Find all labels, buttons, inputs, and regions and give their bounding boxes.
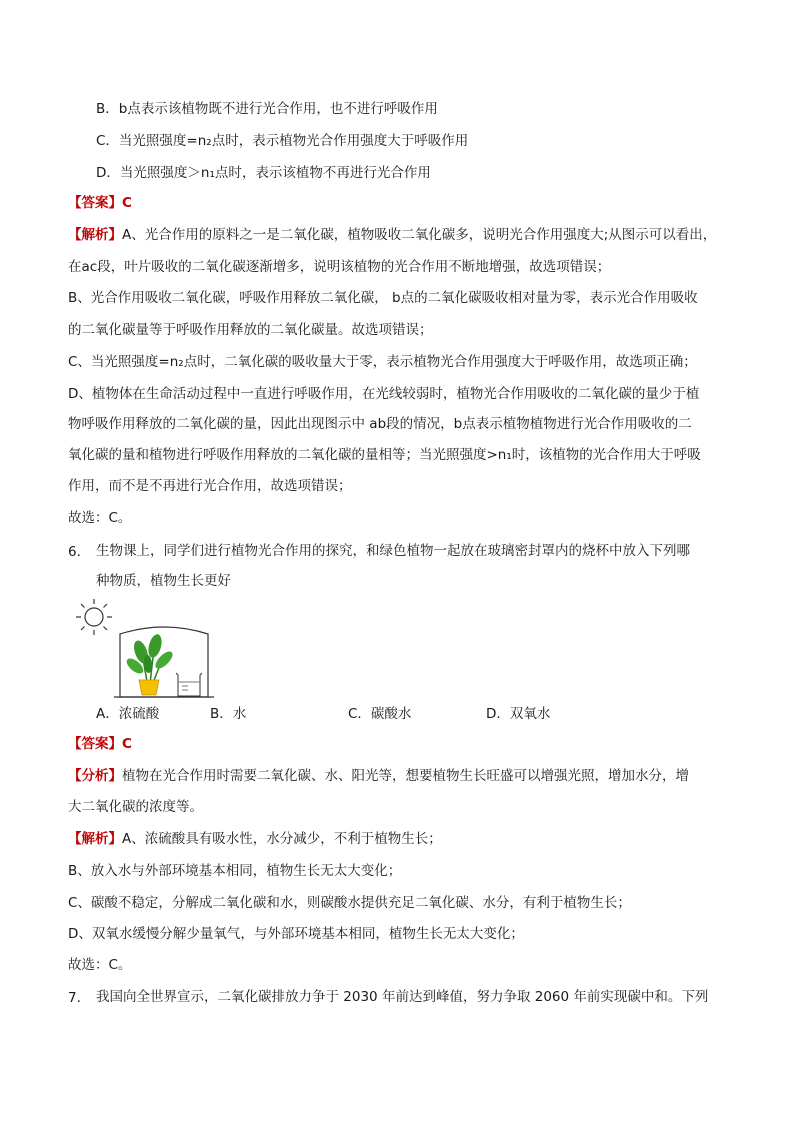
q6-explanation-line2: B、放入水与外部环境基本相同，植物生长无太大变化； — [68, 863, 402, 879]
q6-analysis-line2: 大二氧化碳的浓度等。 — [68, 799, 203, 815]
q6-explanation-line4: D、双氧水缓慢分解少量氧气，与外部环境基本相同，植物生长无太大变化； — [68, 926, 524, 942]
q5-answer — [68, 193, 132, 213]
q5-explanation-line9: 作用，而不是不再进行光合作用，故选项错误； — [68, 478, 352, 494]
q5-explanation-line1: 【解析】A、光合作用的原料之一是二氧化碳，植物吸收二氧化碳多，说明光合作用强度大;从图示可以看出， — [68, 227, 717, 243]
q6-number: 6. — [68, 544, 81, 560]
potted-plant-icon — [124, 633, 175, 695]
q6-option-b: B．水 — [210, 706, 247, 722]
beaker-icon — [176, 673, 202, 696]
q6-option-c: C．碳酸水 — [348, 706, 412, 722]
q5-explanation-line4: 的二氧化碳量等于呼吸作用释放的二氧化碳量。故选项错误； — [68, 322, 433, 338]
q6-option-d: D．双氧水 — [486, 706, 551, 722]
q5-option-c: C．当光照强度=n₂点时，表示植物光合作用强度大于呼吸作用 — [96, 133, 469, 149]
explanation-label: 【解析】 — [68, 831, 122, 847]
sun-icon — [76, 599, 112, 635]
q5-explanation-line2: 在ac段，叶片吸收的二氧化碳逐渐增多，说明该植物的光合作用不断地增强，故选项错误； — [68, 259, 611, 275]
q6-stem-line1: 生物课上，同学们进行植物光合作用的探究，和绿色植物一起放在玻璃密封罩内的烧杯中放入下列哪 — [96, 543, 690, 559]
q5-option-b: B．b点表示该植物既不进行光合作用，也不进行呼吸作用 — [96, 101, 438, 117]
q6-analysis-line1: 【分析】植物在光合作用时需要二氧化碳、水、阳光等，想要植物生长旺盛可以增强光照，增加水分，增 — [68, 768, 689, 784]
q5-explanation-line6: D、植物体在生命活动过程中一直进行呼吸作用，在光线较弱时，植物光合作用吸收的二氧化碳的量少于植 — [68, 386, 700, 402]
q5-explanation-line7: 物呼吸作用释放的二氧化碳的量，因此出现图示中 ab段的情况，b点表示植物植物进行光合作用吸收的二 — [68, 416, 692, 432]
answer-value: C — [122, 195, 132, 211]
answer-value: C — [122, 736, 132, 752]
q5-explanation-line5: C、当光照强度=n₂点时，二氧化碳的吸收量大于零，表示植物光合作用强度大于呼吸作用，故选项正确； — [68, 354, 697, 370]
q6-explanation-line1: 【解析】A、浓硫酸具有吸水性，水分减少，不利于植物生长； — [68, 831, 442, 847]
q5-explanation-line8: 氧化碳的量和植物进行呼吸作用释放的二氧化碳的量相等；当光照强度>n₁时，该植物的光合作用大于呼吸 — [68, 447, 701, 463]
q6-conclusion: 故选：C。 — [68, 957, 132, 973]
q5-conclusion: 故选：C。 — [68, 510, 132, 526]
analysis-label: 【分析】 — [68, 768, 122, 784]
q6-stem-line2: 种物质，植物生长更好 — [96, 573, 231, 589]
q7-stem-line1: 我国向全世界宣示，二氧化碳排放力争于 2030 年前达到峰值，努力争取 2060 年前实现碳中和。下列 — [96, 989, 709, 1005]
explanation-label: 【解析】 — [68, 227, 122, 243]
q5-explanation-line3: B、光合作用吸收二氧化碳，呼吸作用释放二氧化碳， b点的二氧化碳吸收相对量为零，表示光合作用吸收 — [68, 290, 698, 306]
answer-label: 【答案】 — [68, 195, 122, 211]
experiment-figure — [66, 596, 236, 702]
q7-number: 7. — [68, 990, 81, 1006]
q6-explanation-line3: C、碳酸不稳定，分解成二氧化碳和水，则碳酸水提供充足二氧化碳、水分，有利于植物生长； — [68, 895, 631, 911]
q5-option-d: D．当光照强度＞n₁点时，表示该植物不再进行光合作用 — [96, 165, 431, 181]
answer-label: 【答案】 — [68, 736, 122, 752]
q6-option-a: A．浓硫酸 — [96, 706, 160, 722]
q6-answer — [68, 734, 132, 754]
